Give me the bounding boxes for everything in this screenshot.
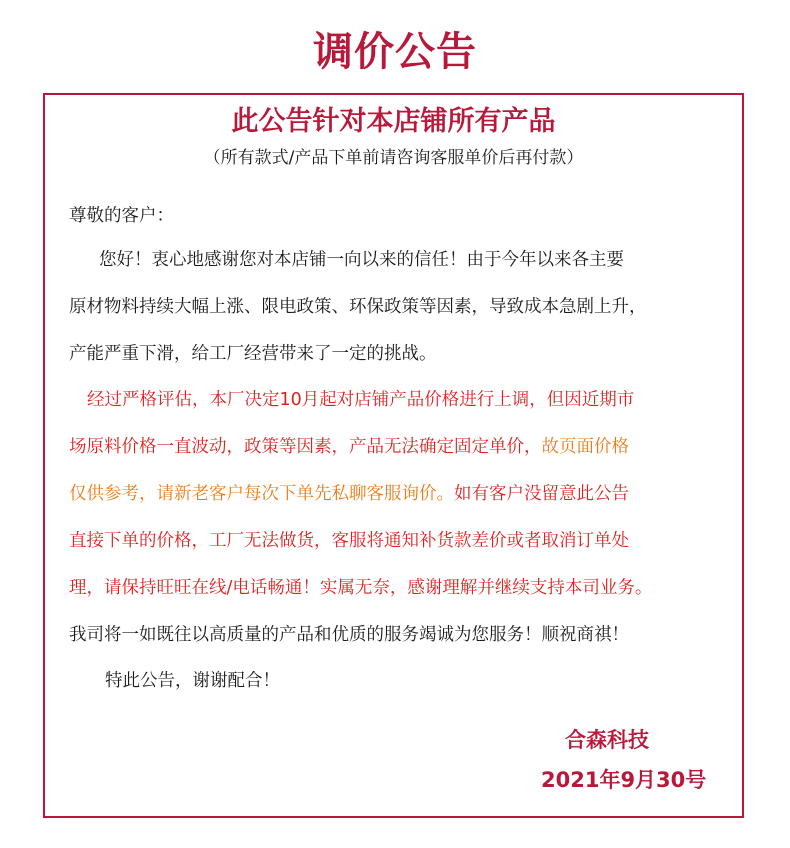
- scope-note: （所有款式/产品下单前请咨询客服单价后再付款）: [203, 148, 584, 168]
- paragraph-2-line-1: 经过严格评估，本厂决定10月起对店铺产品价格进行上调，但因近期市: [87, 390, 635, 410]
- paragraph-2-line-2: [69, 434, 629, 460]
- company-signature: 合森科技: [565, 728, 649, 752]
- notice-box: [43, 93, 744, 818]
- paragraph-1-line-2: 原材物料持续大幅上涨、限电政策、环保政策等因素，导致成本急剧上升，: [69, 297, 647, 317]
- inquiry-advice-text: 仅供参考，请新老客户每次下单先私聊客服询价。: [69, 484, 454, 504]
- salutation: 尊敬的客户：: [69, 206, 174, 226]
- closing-text: 我司将一如既往以高质量的产品和优质的服务竭诚为您服务！顺祝商祺！: [69, 625, 629, 645]
- paragraph-1-line-3: 产能严重下滑，给工厂经营带来了一定的挑战。: [69, 344, 437, 364]
- paragraph-2-line-3: [69, 481, 629, 507]
- notice-subtitle: 此公告针对本店铺所有产品: [231, 106, 556, 137]
- warning-text: 如有客户没留意此公告: [454, 484, 629, 504]
- paragraph-1-line-1: 您好！衷心地感谢您对本店铺一向以来的信任！由于今年以来各主要: [99, 250, 624, 270]
- price-reference-text: 故页面价格: [541, 437, 629, 457]
- price-fluctuation-text: 场原料价格一直波动，政策等因素，产品无法确定固定单价，: [69, 437, 542, 457]
- notice-date: 2021年9月30号: [541, 768, 707, 792]
- paragraph-2-line-5: 理，请保持旺旺在线/电话畅通！实属无奈，感谢理解并继续支持本司业务。: [69, 578, 653, 598]
- paragraph-2-line-4: 直接下单的价格，工厂无法做货，客服将通知补货款差价或者取消订单处: [69, 531, 629, 551]
- page-title: 调价公告: [313, 29, 477, 75]
- final-remark: 特此公告，谢谢配合！: [105, 671, 280, 691]
